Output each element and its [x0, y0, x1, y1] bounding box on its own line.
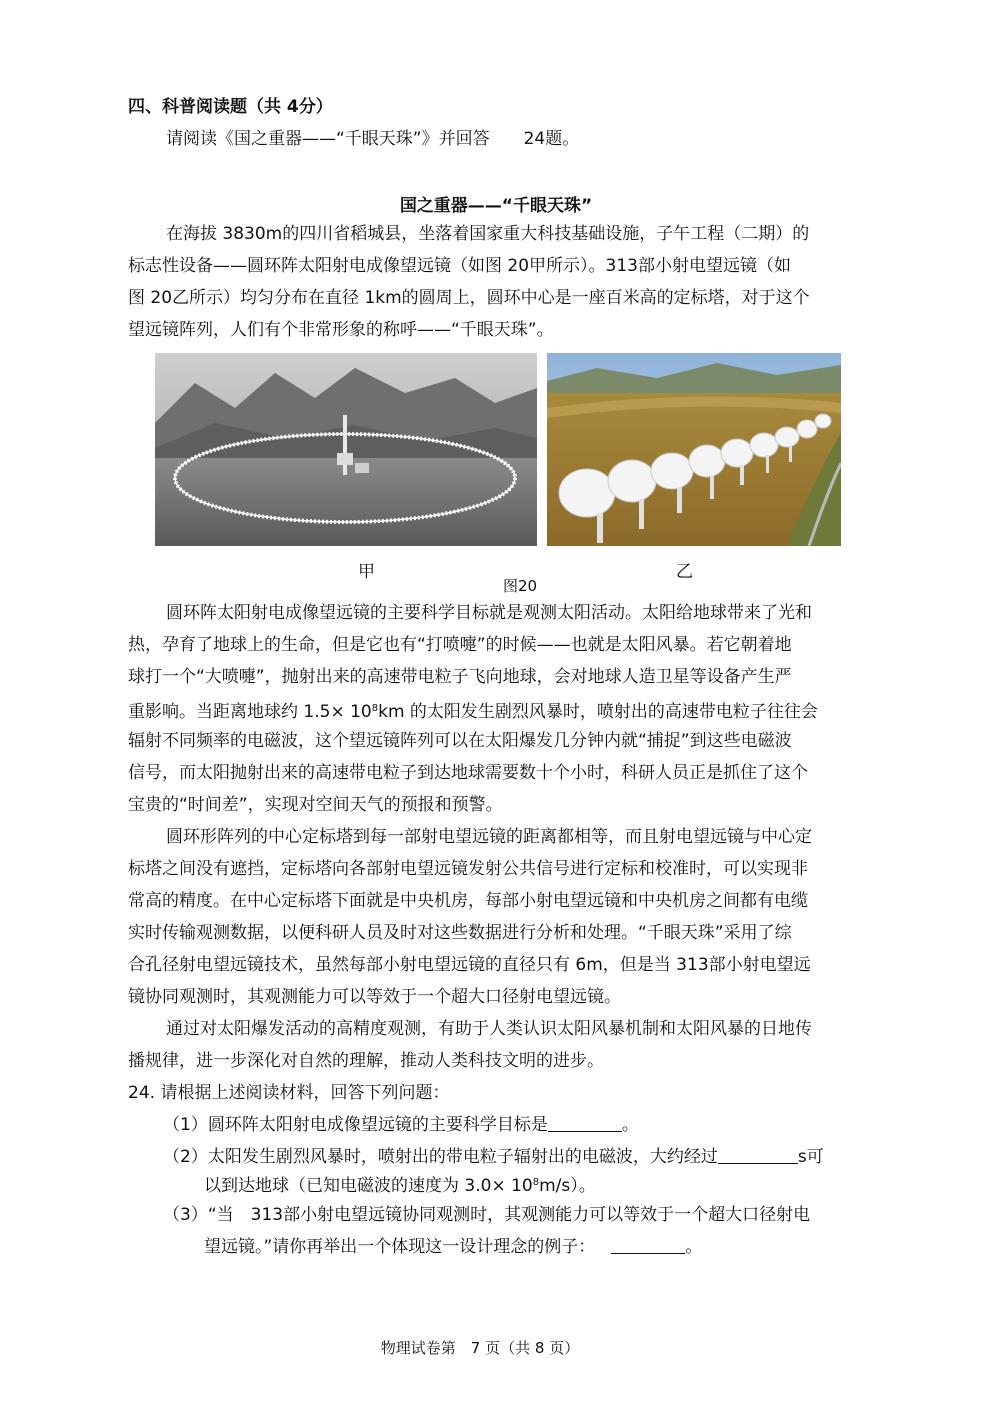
question-2-line-2	[204, 1172, 596, 1197]
paragraph-3-line: 常高的精度。在中心定标塔下面就是中央机房，每部小射电望远镜和中央机房之间都有电缆	[128, 891, 808, 911]
paragraph-2-line: 宝贵的“时间差”，实现对空间天气的预报和预警。	[128, 795, 503, 815]
question-3-text: 望远镜。”请你再举出一个体现这一设计理念的例子：	[204, 1237, 596, 1257]
paragraph-1-line: 望远镜阵列，人们有个非常形象的称呼——“千眼天珠”。	[128, 320, 554, 340]
paragraph-2-text: km 的太阳发生剧烈风暴时，喷射出的高速带电粒子往往会	[378, 702, 818, 722]
answer-blank-1[interactable]	[548, 1115, 622, 1132]
exponent: 8	[532, 1177, 540, 1188]
paragraph-1-line: 标志性设备——圆环阵太阳射电成像望远镜（如图 20甲所示）。313部小射电望远镜（如	[128, 256, 791, 276]
paragraph-3-line: 合孔径射电望远镜技术，虽然每部小射电望远镜的直径只有 6m，但是当 313部小射电望远	[128, 955, 811, 975]
paragraph-2-line: 辐射不同频率的电磁波，这个望远镜阵列可以在太阳爆发几分钟内就“捕捉”到这些电磁波	[128, 731, 792, 751]
figure-20-label-a: 甲	[358, 562, 375, 582]
paragraph-3-line: 圆环形阵列的中心定标塔到每一部射电望远镜的距离都相等，而且射电望远镜与中心定	[166, 827, 812, 847]
question-1	[163, 1114, 639, 1136]
question-3: （3）“当 313部小射电望远镜协同观测时，其观测能力可以等效于一个超大口径射电	[163, 1205, 811, 1225]
paragraph-2-line: 热，孕育了地球上的生命，但是它也有“打喷嚏”的时候——也就是太阳风暴。若它朝着地	[128, 635, 792, 655]
question-3-end: 。	[685, 1237, 703, 1257]
paragraph-2-text: 重影响。当距离地球约 1.5× 10	[128, 702, 372, 722]
question-stem: 24. 请根据上述阅读材料，回答下列问题：	[128, 1083, 450, 1103]
question-2-text: （2）太阳发生剧烈风暴时，喷射出的带电粒子辐射出的电磁波，大约经过	[163, 1147, 718, 1167]
question-1-text: （1）圆环阵太阳射电成像望远镜的主要科学目标是	[163, 1115, 548, 1135]
question-2-text: m/s）。	[539, 1176, 596, 1196]
paragraph-3-line: 镜协同观测时，其观测能力可以等效于一个超大口径射电望远镜。	[128, 987, 621, 1007]
question-2	[163, 1146, 824, 1168]
figure-20-photo-a	[155, 353, 537, 546]
question-2-text: 以到达地球（已知电磁波的速度为 3.0× 10	[204, 1176, 533, 1196]
paragraph-2-line: 信号，而太阳抛射出来的高速带电粒子到达地球需要数十个小时，科研人员正是抓住了这个	[128, 763, 808, 783]
question-1-end: 。	[621, 1115, 639, 1135]
paragraph-1-line: 在海拔 3830m的四川省稻城县，坐落着国家重大科技基础设施，子午工程（二期）的	[166, 224, 810, 244]
figure-20-photo-b	[547, 353, 841, 546]
paragraph-3-line: 标塔之间没有遮挡，定标塔向各部射电望远镜发射公共信号进行定标和校准时，可以实现非	[128, 859, 808, 879]
paragraph-2-line: 球打一个“大喷嚏”，抛射出来的高速带电粒子飞向地球，会对地球人造卫星等设备产生严	[128, 667, 792, 687]
paragraph-2-line: 圆环阵太阳射电成像望远镜的主要科学目标就是观测太阳活动。太阳给地球带来了光和	[166, 603, 812, 623]
question-2-end: s可	[797, 1147, 824, 1167]
paragraph-4-line: 通过对太阳爆发活动的高精度观测，有助于人类认识太阳风暴机制和太阳风暴的日地传	[166, 1019, 812, 1039]
paragraph-3-line: 实时传输观测数据，以便科研人员及时对这些数据进行分析和处理。“千眼天珠”采用了综	[128, 923, 792, 943]
answer-blank-3[interactable]	[611, 1237, 685, 1254]
section-instruction: 请阅读《国之重器——“千眼天珠”》并回答 24题。	[166, 129, 580, 149]
paragraph-2-line	[128, 698, 818, 723]
paragraph-4-line: 播规律，进一步深化对自然的理解，推动人类科技文明的进步。	[128, 1051, 604, 1071]
answer-blank-2[interactable]	[718, 1147, 798, 1164]
paragraph-1-line: 图 20乙所示）均匀分布在直径 1km的圆周上，圆环中心是一座百米高的定标塔，对于这个	[128, 288, 810, 308]
figure-20-caption: 图20	[502, 577, 538, 595]
exponent: 8	[371, 703, 379, 714]
page-footer: 物理试卷第 7 页（共 8 页）	[380, 1339, 580, 1357]
figure-20-label-b: 乙	[676, 562, 693, 582]
article-title: 国之重器——“千眼天珠”	[399, 196, 593, 216]
section-heading: 四、科普阅读题（共 4分）	[128, 97, 333, 117]
question-3-line-2	[204, 1236, 702, 1258]
